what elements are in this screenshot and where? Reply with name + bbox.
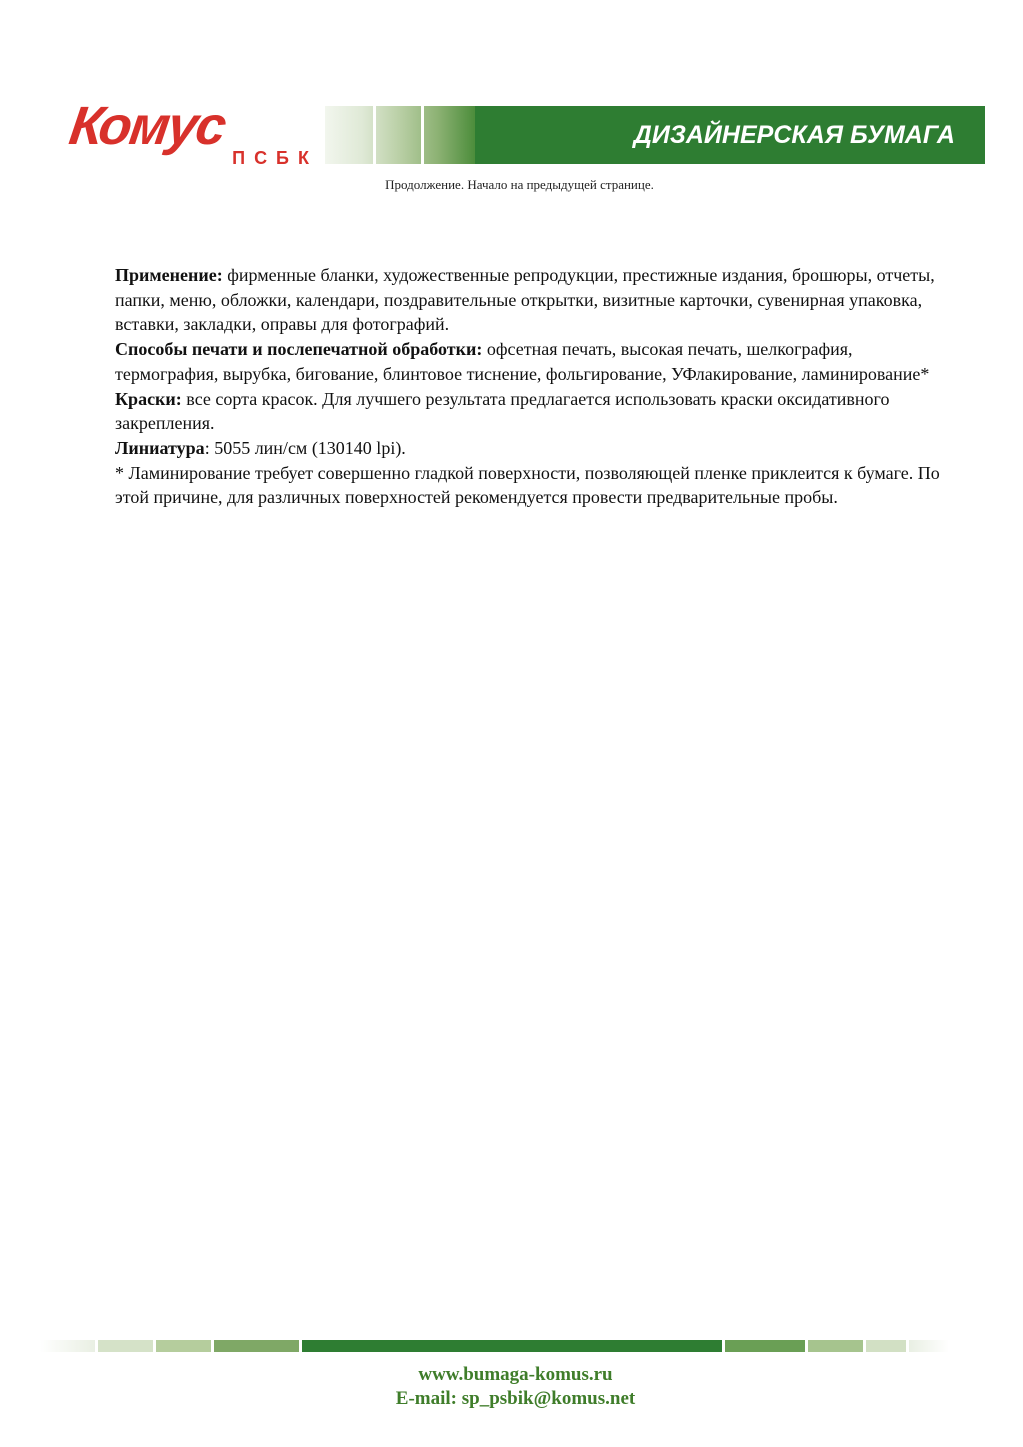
page-title: ДИЗАЙНЕРСКАЯ БУМАГА [633,121,955,149]
lineature-text: : 5055 лин/см (130140 lpi). [204,437,406,458]
inks-paragraph [115,387,950,436]
application-paragraph [115,263,950,337]
printing-text: офсетная печать, высокая печать, шелкография, термография, вырубка, бигование, блинтовое тиснение, фольгирование, УФлакирование, ламинирование* [115,339,930,384]
komus-logo [65,96,322,172]
inks-text: все сорта красок. Для лучшего результата предлагается использовать краски оксидативного закрепления. [115,388,890,434]
header-gradient-stripes [325,106,475,164]
logo-subtext: ПСБК [232,148,318,168]
footer-divider [40,1340,985,1352]
footnote: * Ламинирование требует совершенно гладкой поверхности, позволяющей пленке приклеится к бумаге. По этой причине, для различных поверхностей рекомендуется провести предварительные пробы. [115,462,940,508]
footer-contacts [0,1363,1023,1411]
inks-label: Краски: [115,388,182,409]
website-link[interactable]: www.bumaga-komus.ru [418,1364,613,1385]
lineature-label: Линиатура [115,437,205,458]
printing-paragraph [115,337,950,386]
printing-label: Способы печати и послепечатной обработки: [115,339,483,360]
logo-wordmark: Комус [65,96,229,156]
email-link[interactable]: E-mail: sp_psbik@komus.net [395,1388,636,1409]
header-banner [325,106,985,164]
application-label: Применение: [115,265,223,285]
continuation-note: Продолжение. Начало на предыдущей странице. [385,177,654,192]
header-title-bar [475,106,985,164]
product-description [115,263,950,510]
application-text: фирменные бланки, художественные репродукции, престижные издания, брошюры, отчеты, папки, меню, обложки, календари, поздравительные открытки, визитные карточки, сувенирная упаковка, вставки, закладки, оправы для фотографий. [115,265,935,335]
lineature-paragraph [115,436,950,461]
